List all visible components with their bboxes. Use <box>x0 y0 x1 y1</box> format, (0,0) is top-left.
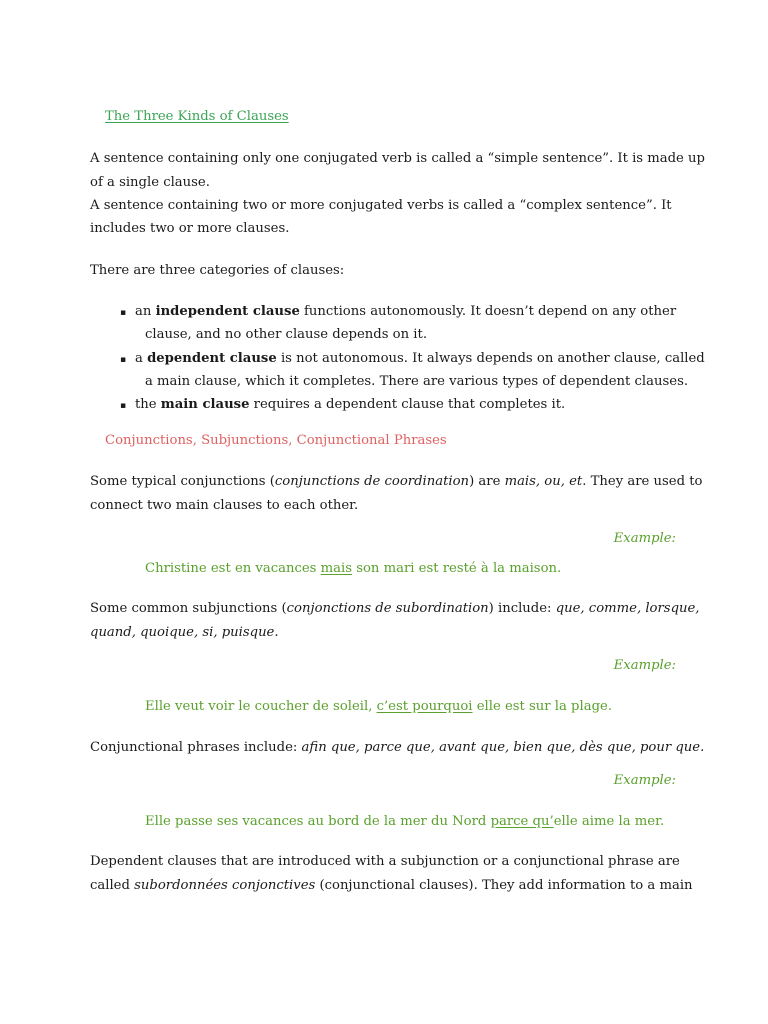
paragraph-subjunctions-line1 <box>90 600 700 618</box>
text: . They are used to <box>582 474 703 489</box>
list-item-text: the <box>135 397 161 412</box>
text: (conjunctional clauses). They add information to a main <box>315 878 693 893</box>
text: ) include: <box>488 601 556 616</box>
example-label: Example: <box>613 531 676 546</box>
paragraph-conjunctions-line2: connect two main clauses to each other. <box>90 498 359 513</box>
list-item-text: an <box>135 304 156 319</box>
text: Christine est en vacances <box>145 561 321 576</box>
list-item-text: requires a dependent clause that completes it. <box>249 397 566 412</box>
text: elle aime la mer. <box>553 814 665 829</box>
list-item-independent-clause-line2: clause, and no other clause depends on it. <box>145 327 428 342</box>
paragraph-categories: There are three categories of clauses: <box>90 263 345 278</box>
text: ) are <box>469 474 505 489</box>
term-italic: mais, ou, et <box>504 474 583 489</box>
text: called <box>90 878 135 893</box>
paragraph-dependent-clauses-line2 <box>90 877 693 895</box>
text: elle est sur la plage. <box>472 699 613 714</box>
term-italic: conjunctions de coordination <box>274 474 470 489</box>
highlighted-conjunctional-phrase: parce qu’ <box>490 814 554 829</box>
text: Elle passe ses vacances au bord de la mer du Nord <box>145 814 491 829</box>
document-page <box>90 0 705 1024</box>
paragraph-dependent-clauses-line1: Dependent clauses that are introduced with a subjunction or a conjunctional phrase are <box>90 854 680 869</box>
paragraph-subjunctions-line2: quand, quoique, si, puisque. <box>90 625 279 640</box>
list-item-independent-clause <box>135 303 676 321</box>
list-item-dependent-clause <box>135 350 705 368</box>
paragraph-conjunctional-phrases <box>90 739 704 757</box>
highlighted-conjunction: mais <box>320 561 352 576</box>
example-sentence-3 <box>145 813 664 831</box>
text: Conjunctional phrases include: <box>90 740 302 755</box>
example-sentence-2 <box>145 698 612 716</box>
example-sentence-1 <box>145 560 561 578</box>
term-dependent-clause: dependent clause <box>147 351 277 366</box>
text: Some common subjunctions ( <box>90 601 287 616</box>
text: Elle veut voir le coucher de soleil, <box>145 699 377 714</box>
bullet-marker: ▪ <box>120 355 127 365</box>
term-italic: subordonnées conjonctives <box>134 878 316 893</box>
paragraph-conjunctions-line1 <box>90 473 702 491</box>
term-italic: conjonctions de subordination <box>286 601 489 616</box>
paragraph-complex-sentence-line2: includes two or more clauses. <box>90 221 290 236</box>
text: son mari est resté à la maison. <box>352 561 562 576</box>
term-italic: que, comme, lorsque, <box>555 601 700 616</box>
list-item-main-clause <box>135 396 565 414</box>
paragraph-complex-sentence-line1: A sentence containing two or more conjugated verbs is called a “complex sentence”. It <box>90 198 672 213</box>
text: Some typical conjunctions ( <box>90 474 275 489</box>
section-title-conjunctions: Conjunctions, Subjunctions, Conjunctional Phrases <box>105 433 447 448</box>
highlighted-subjunction: c’est pourquoi <box>376 699 473 714</box>
example-label: Example: <box>613 773 676 788</box>
bullet-marker: ▪ <box>120 308 127 318</box>
example-label: Example: <box>613 658 676 673</box>
list-item-text: is not autonomous. It always depends on another clause, called <box>276 351 705 366</box>
paragraph-simple-sentence-line2: of a single clause. <box>90 175 210 190</box>
term-italic: afin que, parce que, avant que, bien que, dès que, pour que. <box>301 740 705 755</box>
list-item-text: a <box>135 351 148 366</box>
list-item-text: functions autonomously. It doesn’t depend on any other <box>299 304 677 319</box>
term-main-clause: main clause <box>160 397 250 412</box>
bullet-marker: ▪ <box>120 401 127 411</box>
section-title-clauses: The Three Kinds of Clauses <box>105 109 289 124</box>
paragraph-simple-sentence-line1: A sentence containing only one conjugated verb is called a “simple sentence”. It is made up <box>90 151 705 166</box>
term-independent-clause: independent clause <box>155 304 300 319</box>
list-item-dependent-clause-line2: a main clause, which it completes. There are various types of dependent clauses. <box>145 374 689 389</box>
